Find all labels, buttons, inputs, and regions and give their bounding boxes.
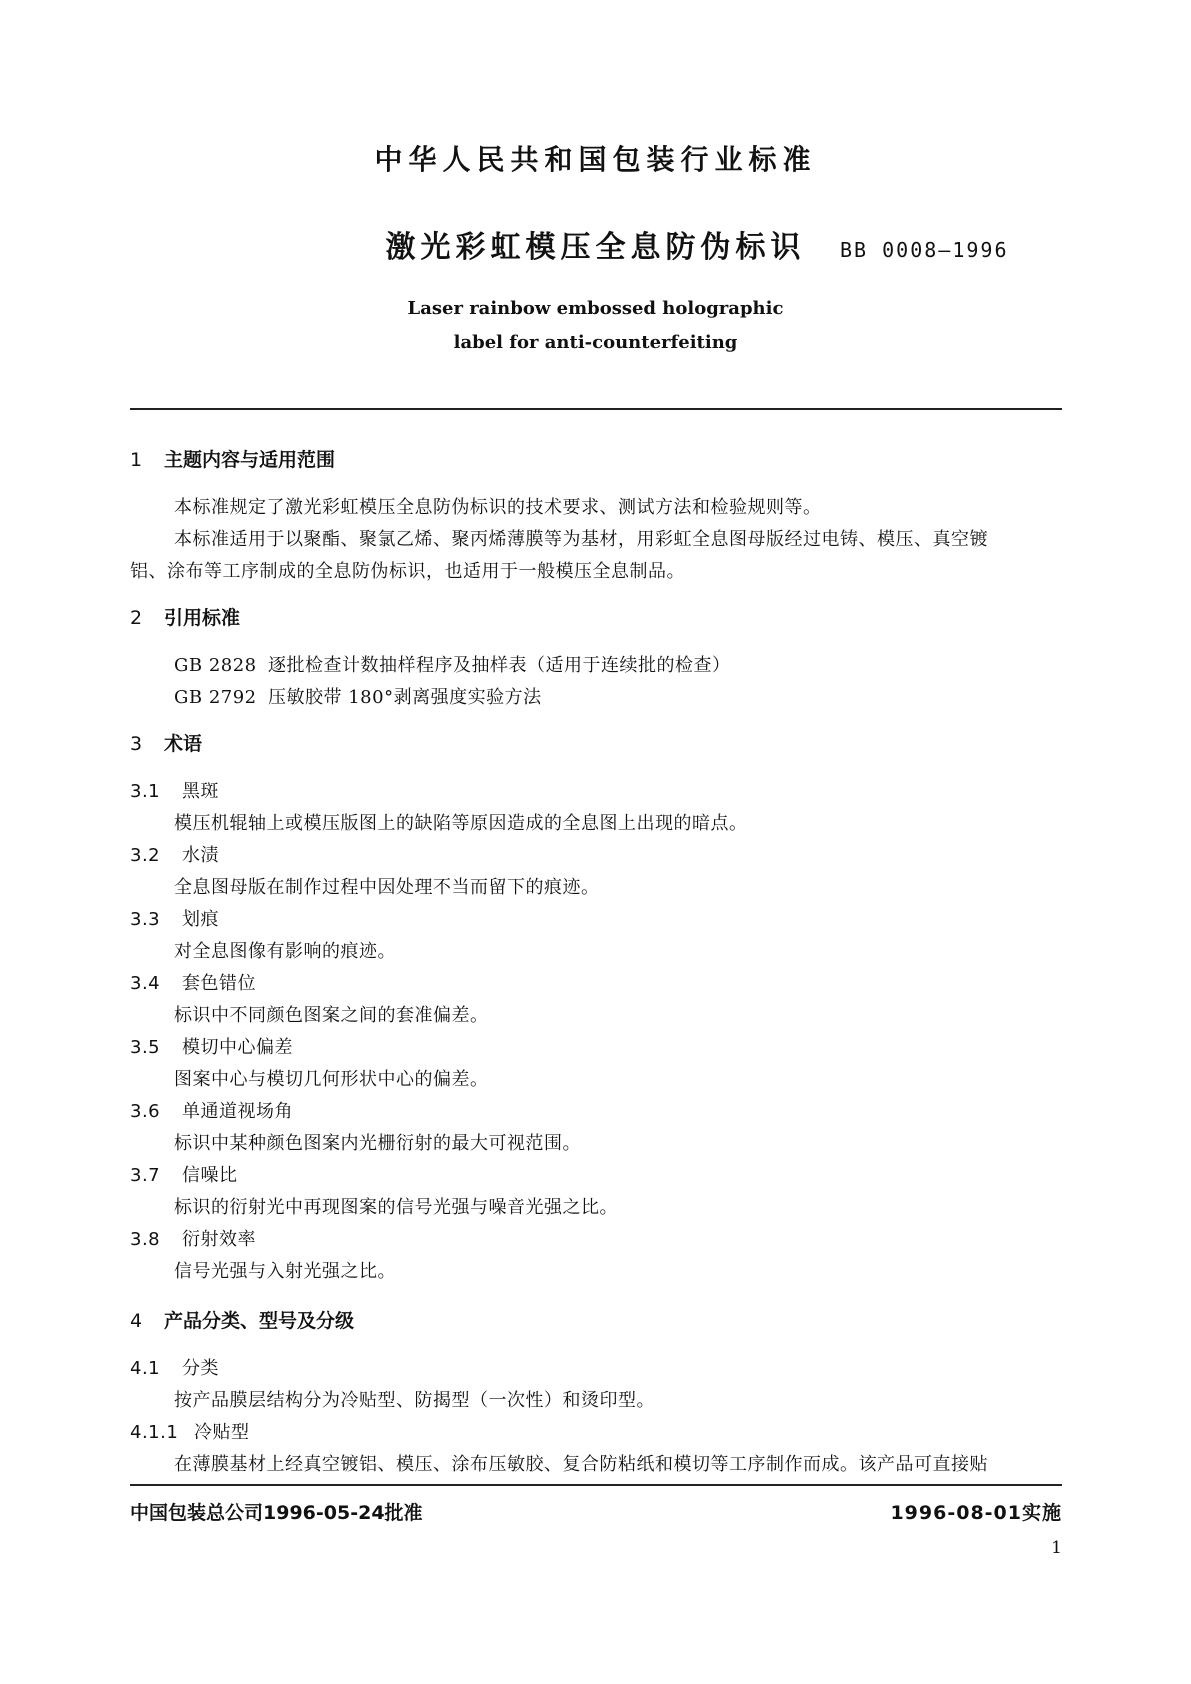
reference-text: 压敏胶带 180°剥离强度实验方法 [268,687,542,708]
section-number: 1 [130,449,143,471]
subsection-4-1-text: 按产品膜层结构分为冷贴型、防揭型（一次性）和烫印型。 [174,1390,655,1411]
term-heading [130,1033,293,1059]
standard-code: BB 0008—1996 [840,238,1009,262]
term-definition: 对全息图像有影响的痕迹。 [174,941,396,962]
term-definition: 全息图母版在制作过程中因处理不当而留下的痕迹。 [174,877,600,898]
term-definition: 标识中不同颜色图案之间的套准偏差。 [174,1005,489,1026]
section-3-heading [130,729,202,756]
term-heading [130,969,256,995]
term-heading [130,841,219,867]
approval-line: 中国包装总公司1996-05-24批准 [130,1502,423,1524]
subsection-4-1-1-text: 在薄膜基材上经真空镀铝、模压、涂布压敏胶、复合防粘纸和模切等工序制作而成。该产品可直接贴 [174,1454,988,1475]
term-name: 套色错位 [182,973,256,994]
reference-code: GB 2828 [174,655,257,676]
term-definition: 标识中某种颜色图案内光栅衍射的最大可视范围。 [174,1133,581,1154]
term-heading [130,905,219,931]
section-title: 产品分类、型号及分级 [164,1310,355,1332]
subsection-4-1-heading [130,1354,219,1380]
section-number: 2 [130,607,143,629]
term-heading [130,777,219,803]
term-number: 3.5 [130,1037,161,1058]
term-heading [130,1225,256,1251]
document-title-en-line1: Laser rainbow embossed holographic [407,298,784,319]
industry-standard-title: 中华人民共和国包装行业标准 [374,143,817,176]
term-number: 3.3 [130,909,161,930]
page-number: 1 [1051,1538,1062,1558]
term-number: 3.7 [130,1165,161,1186]
term-number: 3.2 [130,845,161,866]
term-number: 3.8 [130,1229,161,1250]
section-title: 术语 [164,733,203,755]
term-definition: 标识的衍射光中再现图案的信号光强与噪音光强之比。 [174,1197,618,1218]
footer-divider [130,1484,1062,1486]
section-number: 3 [130,733,143,755]
term-number: 3.1 [130,781,161,802]
section-number: 4 [130,1310,143,1332]
subsection-name: 冷贴型 [194,1422,250,1443]
section-2-heading [130,603,240,630]
section-4-heading [130,1306,354,1333]
header-divider [130,408,1062,410]
reference-text: 逐批检查计数抽样程序及抽样表（适用于连续批的检查） [268,655,731,676]
subsection-number: 4.1.1 [130,1422,179,1443]
subsection-4-1-1-heading [130,1418,250,1444]
section-title: 主题内容与适用范围 [164,449,336,471]
subsection-name: 分类 [182,1358,219,1379]
term-name: 模切中心偏差 [182,1037,293,1058]
term-definition: 信号光强与入射光强之比。 [174,1261,396,1282]
section-title: 引用标准 [164,607,241,629]
reference-code: GB 2792 [174,687,257,708]
term-name: 衍射效率 [182,1229,256,1250]
term-number: 3.4 [130,973,161,994]
term-name: 单通道视场角 [182,1101,293,1122]
section-1-paragraph-1: 本标准规定了激光彩虹模压全息防伪标识的技术要求、测试方法和检验规则等。 [174,497,822,518]
term-number: 3.6 [130,1101,161,1122]
reference-item [174,651,731,677]
term-name: 划痕 [182,909,219,930]
term-heading [130,1097,293,1123]
term-name: 信噪比 [182,1165,238,1186]
section-1-heading [130,445,335,472]
reference-item [174,683,542,709]
term-definition: 图案中心与模切几何形状中心的偏差。 [174,1069,489,1090]
term-definition: 模压机辊轴上或模压版图上的缺陷等原因造成的全息图上出现的暗点。 [174,813,748,834]
section-1-paragraph-2-line2: 铝、涂布等工序制成的全息防伪标识，也适用于一般模压全息制品。 [130,561,685,582]
term-name: 水渍 [182,845,219,866]
document-title-cn: 激光彩虹模压全息防伪标识 [385,230,806,265]
term-heading [130,1161,238,1187]
subsection-number: 4.1 [130,1358,161,1379]
document-title-en-line2: label for anti-counterfeiting [453,332,738,353]
term-name: 黑斑 [182,781,219,802]
effective-date: 1996-08-01实施 [890,1502,1062,1524]
section-1-paragraph-2-line1: 本标准适用于以聚酯、聚氯乙烯、聚丙烯薄膜等为基材，用彩虹全息图母版经过电铸、模压、真空镀 [174,529,988,550]
